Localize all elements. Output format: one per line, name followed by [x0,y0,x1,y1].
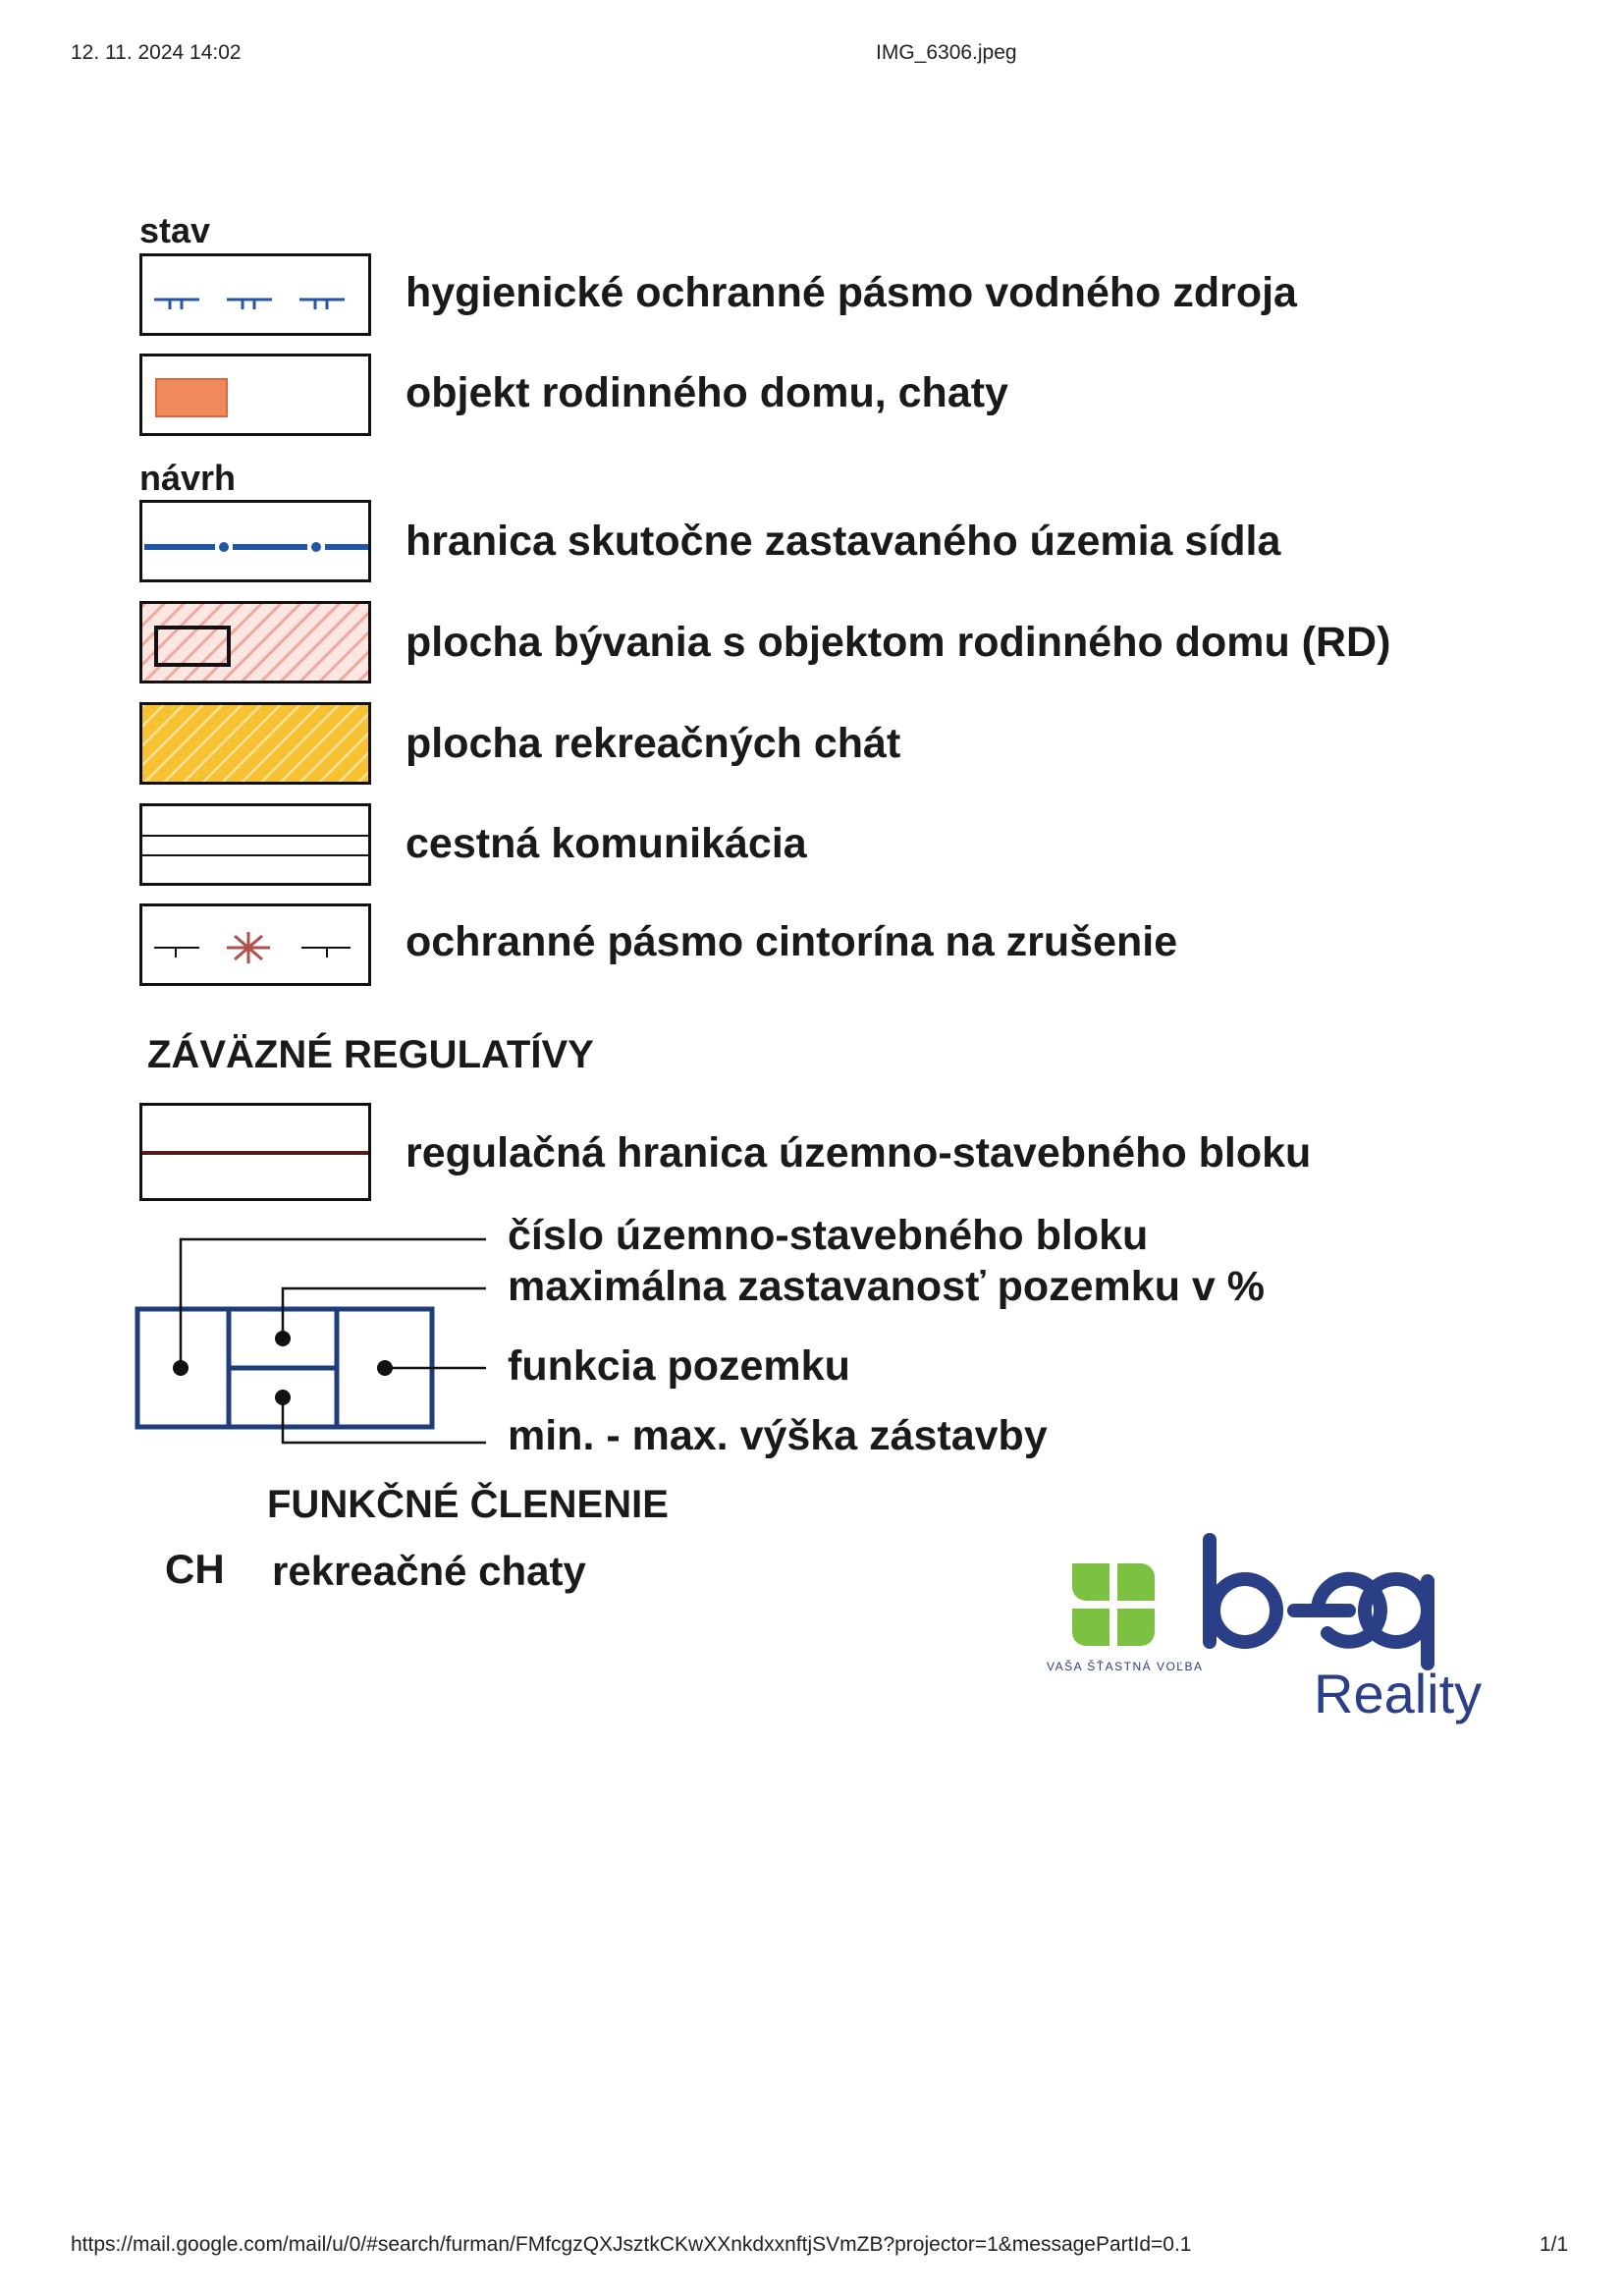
legend-text-housing-area: plocha bývania s objektom rodinného domu (RD) [406,619,1391,666]
source-url: https://mail.google.com/mail/u/0/#search/furman/FMfcgzQXJsztkCKwXXnkdxxnftjSVmZB?projector=1&messagePartId=0.1 [71,2233,1192,2256]
road-symbol [139,803,371,886]
function-code: CH [165,1546,225,1592]
housing-area-symbol [139,601,371,683]
recreational-cottage-area-symbol [139,702,371,785]
logo-tagline: VAŠA ŠŤASTNÁ VOĽBA [1047,1660,1204,1673]
legend-text-road: cestná komunikácia [406,820,807,867]
section-label-stav: stav [139,210,211,250]
section-label-navrh: návrh [139,458,237,498]
page-number: 1/1 [1540,2233,1569,2256]
file-name: IMG_6306.jpeg [876,41,1017,64]
cemetery-zone-symbol [139,903,371,986]
legend-text-water-protection: hygienické ochranné pásmo vodného zdroja [406,269,1297,316]
schema-label-function: funkcia pozemku [508,1342,850,1390]
logo-brand-word: Reality [1314,1663,1483,1724]
built-area-boundary-symbol [139,500,371,582]
legend-text-cemetery-zone: ochranné pásmo cintorína na zrušenie [406,918,1178,965]
schema-label-max-coverage: maximálna zastavanosť pozemku v % [508,1263,1266,1310]
regulatives-heading: ZÁVÄZNÉ REGULATÍVY [147,1033,594,1076]
legend-text-regulatory-boundary: regulačná hranica územno-stavebného bloku [406,1129,1312,1176]
legend-text-built-area-boundary: hranica skutočne zastavaného územia sídla [406,518,1281,565]
regulatory-boundary-symbol [139,1103,371,1201]
legend-text-recreational-area: plocha rekreačných chát [406,720,901,767]
schema-label-height: min. - max. výška zástavby [508,1412,1048,1459]
schema-label-block-number: číslo územno-stavebného bloku [508,1212,1149,1259]
legend-text-house-object: objekt rodinného domu, chaty [406,369,1008,416]
function-description: rekreačné chaty [272,1548,586,1594]
water-protection-zone-symbol [139,253,371,336]
house-object-symbol [139,354,371,436]
print-datetime: 12. 11. 2024 14:02 [71,41,242,64]
functional-heading: FUNKČNÉ ČLENENIE [267,1483,669,1526]
block-schema-diagram [128,1218,511,1463]
